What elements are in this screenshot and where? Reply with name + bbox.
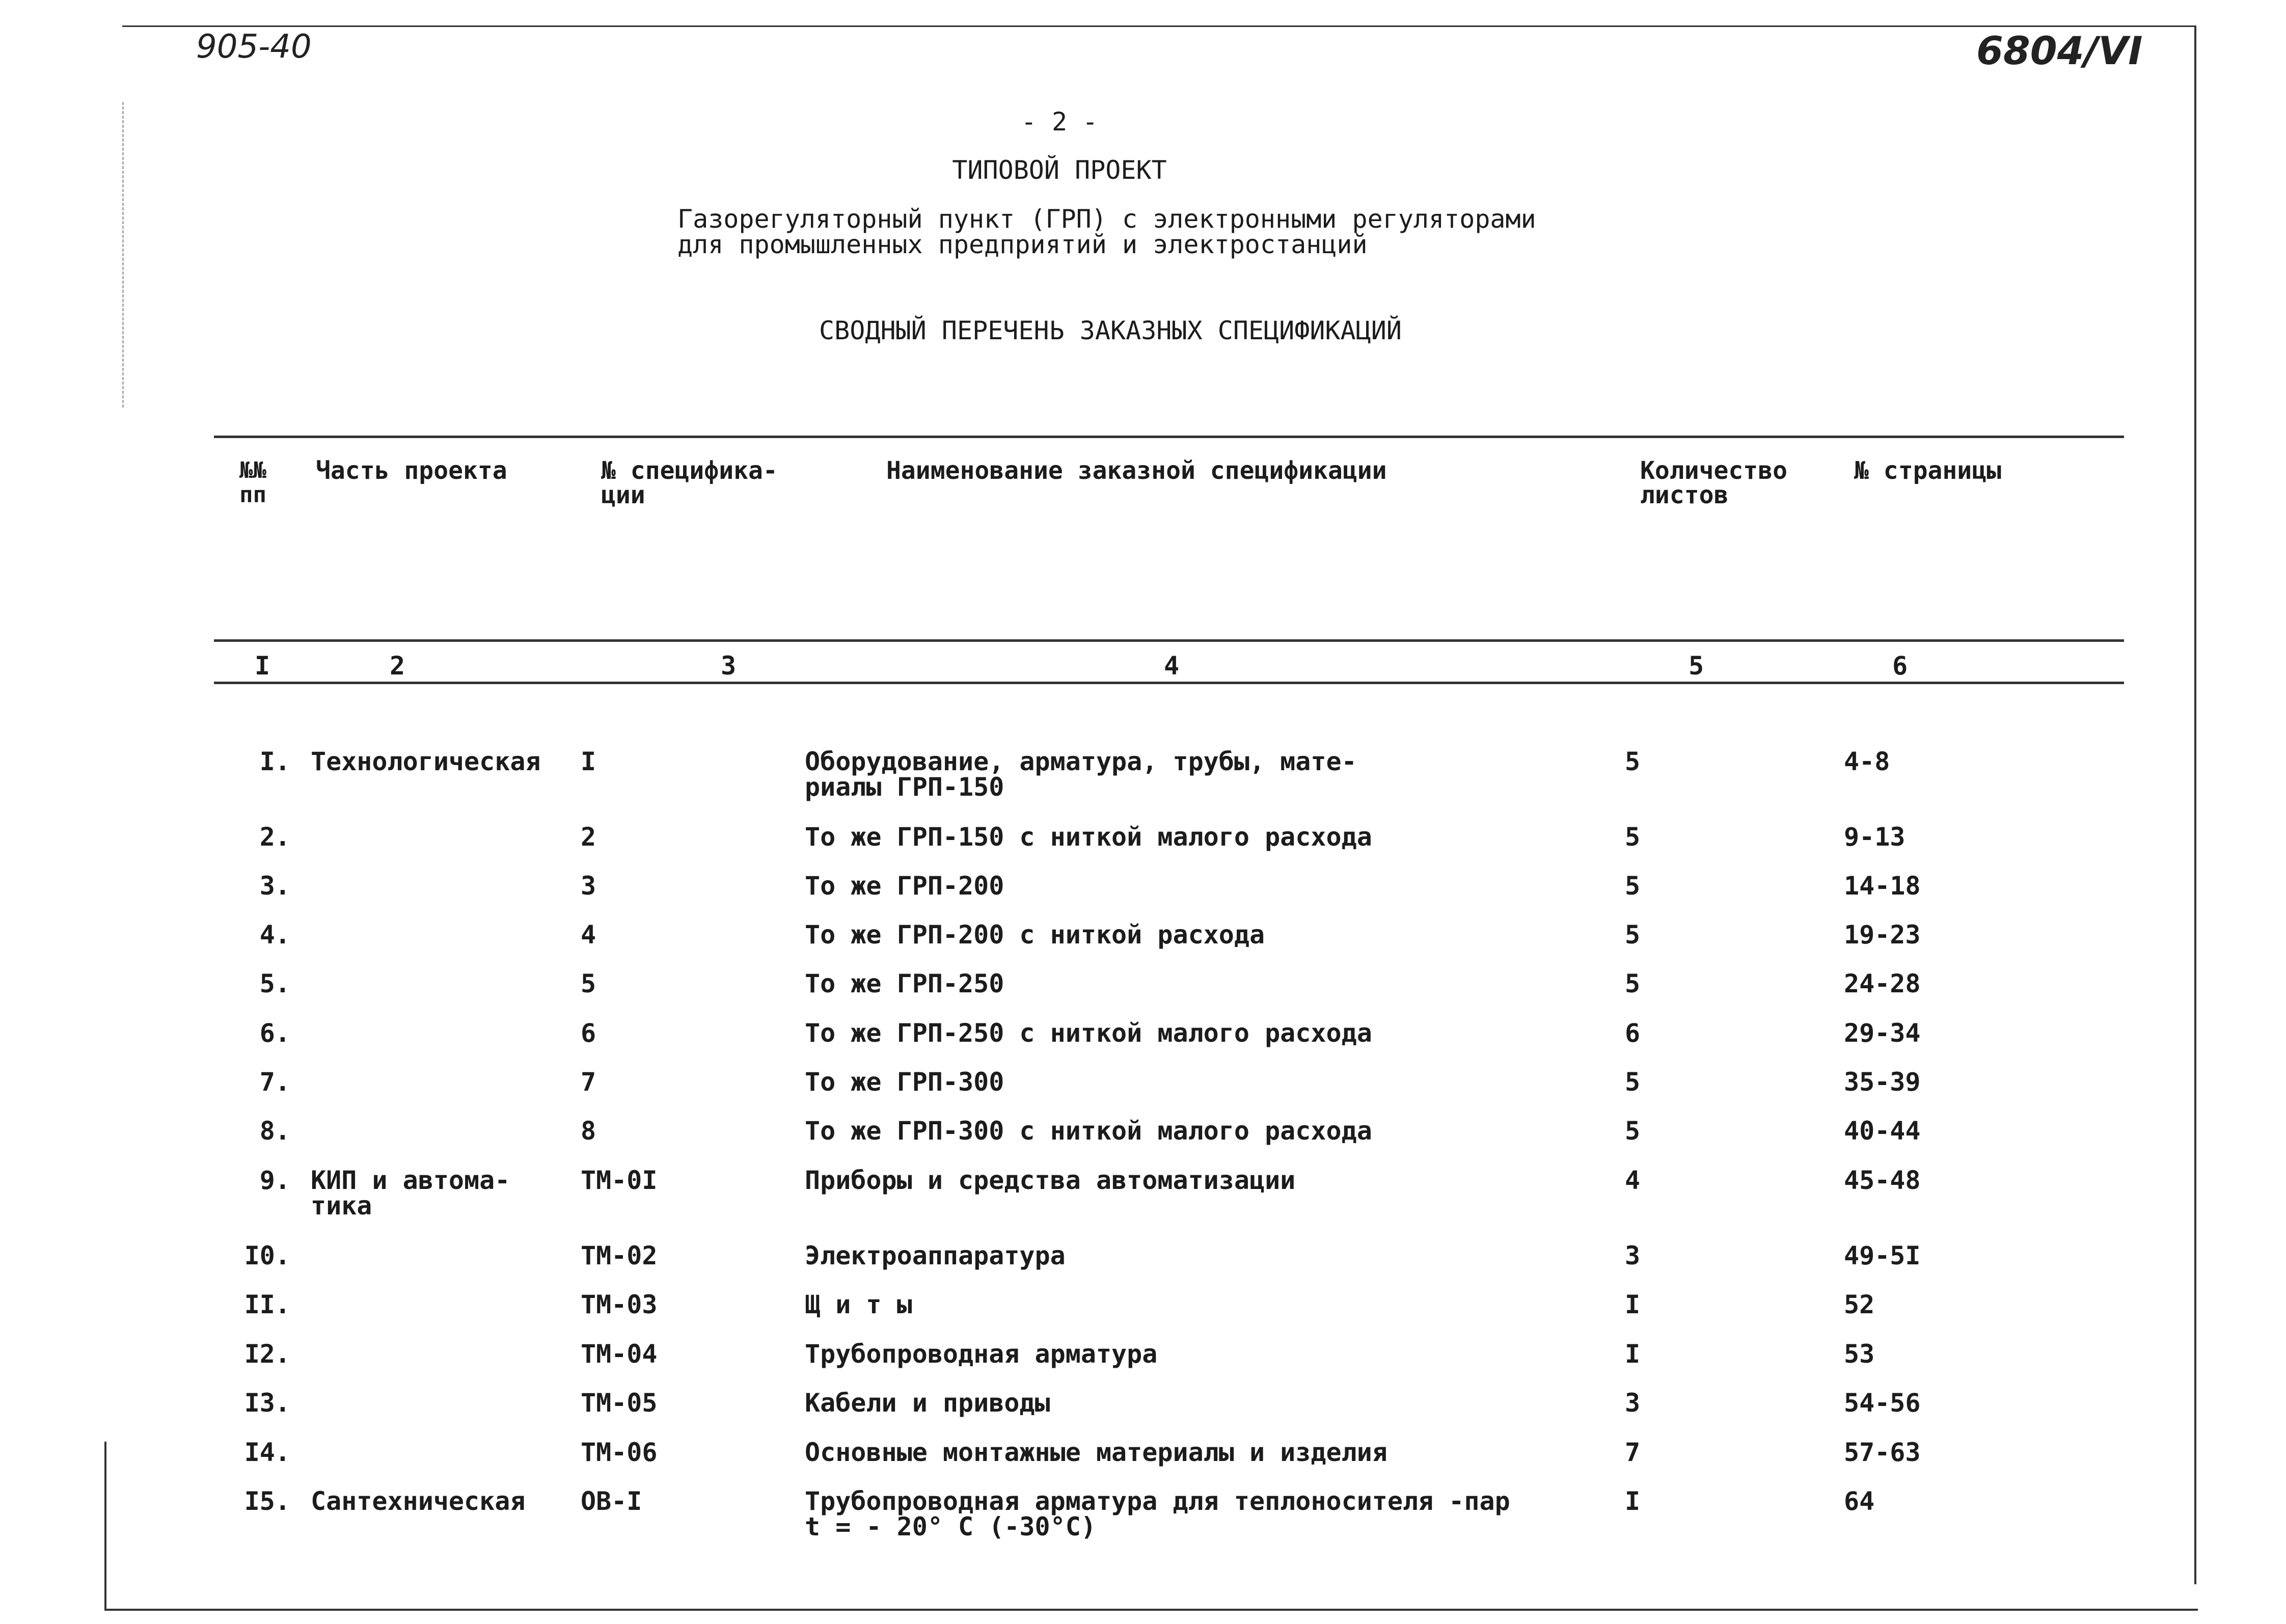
sheet-count: 5 (1625, 920, 1641, 950)
spec-name: То же ГРП-200 (805, 871, 1004, 901)
page-range: 35-39 (1844, 1067, 1921, 1097)
row-number: I4. (244, 1438, 290, 1467)
row-number: 2. (259, 822, 290, 852)
table-header-rule (214, 639, 2124, 642)
frame-bottom-border (104, 1609, 2198, 1611)
header-spec-number: № специфика- ции (601, 456, 778, 509)
spec-number: 3 (581, 871, 596, 901)
spec-number: 2 (581, 822, 596, 852)
row-number: 9. (259, 1166, 290, 1195)
page-number: - 2 - (1021, 107, 1098, 137)
frame-left-dashed-edge (122, 102, 124, 408)
spec-number: 7 (581, 1067, 596, 1097)
series-code: 905-40 (196, 28, 312, 66)
spec-number: ТМ-06 (581, 1438, 658, 1467)
sheet-count: 5 (1625, 822, 1641, 852)
sheet-count: 5 (1625, 1067, 1641, 1097)
sheet-count: 5 (1625, 1116, 1641, 1146)
page-range: 57-63 (1844, 1438, 1921, 1467)
page-range: 49-5I (1844, 1241, 1921, 1270)
sheet-count: 3 (1625, 1241, 1641, 1270)
frame-top-border (122, 25, 2195, 27)
header-sheet-count: Количество листов (1640, 456, 1787, 509)
page-range: 53 (1844, 1339, 1875, 1369)
frame-right-border (2194, 25, 2196, 1584)
header-project-part: Часть проекта (316, 456, 507, 485)
spec-name: То же ГРП-200 с ниткой расхода (805, 920, 1265, 950)
frame-left-border (104, 1442, 106, 1610)
spec-name: Электроаппаратура (805, 1241, 1066, 1270)
header-row-number: №№ пп (239, 457, 266, 508)
row-number: 6. (259, 1018, 290, 1048)
spec-number: 6 (581, 1018, 596, 1048)
spec-number: 5 (581, 969, 596, 998)
page-range: 29-34 (1844, 1018, 1921, 1048)
project-part: Технологическая (311, 747, 541, 776)
sheet-count: 6 (1625, 1018, 1641, 1048)
spec-name: То же ГРП-300 с ниткой малого расхода (805, 1116, 1372, 1146)
row-number: 5. (259, 969, 290, 998)
column-number: 4 (1163, 651, 1180, 681)
spec-number: ТМ-0I (581, 1166, 658, 1195)
spec-number: I (581, 747, 596, 776)
table-top-rule (214, 436, 2124, 438)
row-number: 4. (259, 920, 290, 950)
spec-number: ОВ-I (581, 1486, 642, 1516)
column-number: 5 (1688, 651, 1704, 681)
spec-name: То же ГРП-300 (805, 1067, 1004, 1097)
spec-number: ТМ-02 (581, 1241, 658, 1270)
spec-number: ТМ-03 (581, 1290, 658, 1319)
document-type: ТИПОВОЙ ПРОЕКТ (952, 155, 1167, 185)
column-number: 2 (389, 651, 405, 681)
sheet-count: I (1625, 1290, 1641, 1319)
spec-name: Щ и т ы (805, 1290, 912, 1319)
spec-number: ТМ-05 (581, 1388, 658, 1418)
spec-name: Приборы и средства автоматизации (805, 1166, 1296, 1195)
page-range: 52 (1844, 1290, 1875, 1319)
row-number: I. (259, 747, 290, 776)
sheet-count: 5 (1625, 747, 1641, 776)
spec-name: Оборудование, арматура, трубы, мате- риалы ГРП-150 (805, 747, 1357, 802)
spec-number: 8 (581, 1116, 596, 1146)
spec-name: Трубопроводная арматура для теплоносителя -пар t = - 20° С (-30°С) (805, 1486, 1510, 1541)
spec-number: ТМ-04 (581, 1339, 658, 1369)
page-range: 54-56 (1844, 1388, 1921, 1418)
project-title: Газорегуляторный пункт (ГРП) с электронными регуляторами для промышленных предприятий и электростанций (677, 204, 1536, 259)
project-part: КИП и автома- тика (311, 1166, 510, 1221)
list-title: СВОДНЫЙ ПЕРЕЧЕНЬ ЗАКАЗНЫХ СПЕЦИФИКАЦИЙ (819, 316, 1402, 345)
spec-name: Трубопроводная арматура (805, 1339, 1158, 1369)
row-number: 3. (259, 871, 290, 901)
row-number: I0. (244, 1241, 290, 1270)
row-number: 8. (259, 1116, 290, 1146)
row-number: II. (244, 1290, 290, 1319)
sheet-count: 4 (1625, 1166, 1641, 1195)
spec-name: Основные монтажные материалы и изделия (805, 1438, 1387, 1467)
sheet-count: 3 (1625, 1388, 1641, 1418)
page-range: 4-8 (1844, 747, 1890, 776)
sheet-count: I (1625, 1486, 1641, 1516)
page-range: 9-13 (1844, 822, 1906, 852)
header-spec-name: Наименование заказной спецификации (886, 456, 1387, 485)
sheet-count: 7 (1625, 1438, 1641, 1467)
column-number: 6 (1892, 651, 1908, 681)
column-number: I (254, 651, 270, 681)
sheet-count: 5 (1625, 871, 1641, 901)
spec-name: То же ГРП-150 с ниткой малого расхода (805, 822, 1372, 852)
header-page-number: № страницы (1854, 456, 2001, 485)
spec-name: Кабели и приводы (805, 1388, 1050, 1418)
page-range: 64 (1844, 1486, 1875, 1516)
page-range: 14-18 (1844, 871, 1921, 901)
row-number: I3. (244, 1388, 290, 1418)
row-number: I5. (244, 1486, 290, 1516)
spec-name: То же ГРП-250 (805, 969, 1004, 998)
project-part: Сантехническая (311, 1486, 526, 1516)
album-code: 6804/VI (1976, 28, 2143, 73)
spec-name: То же ГРП-250 с ниткой малого расхода (805, 1018, 1372, 1048)
sheet-count: 5 (1625, 969, 1641, 998)
page-range: 24-28 (1844, 969, 1921, 998)
page-range: 40-44 (1844, 1116, 1921, 1146)
sheet-count: I (1625, 1339, 1641, 1369)
row-number: I2. (244, 1339, 290, 1369)
column-number: 3 (720, 651, 737, 681)
page-range: 19-23 (1844, 920, 1921, 950)
spec-number: 4 (581, 920, 596, 950)
table-colnum-rule (214, 682, 2124, 684)
page-range: 45-48 (1844, 1166, 1921, 1195)
row-number: 7. (259, 1067, 290, 1097)
